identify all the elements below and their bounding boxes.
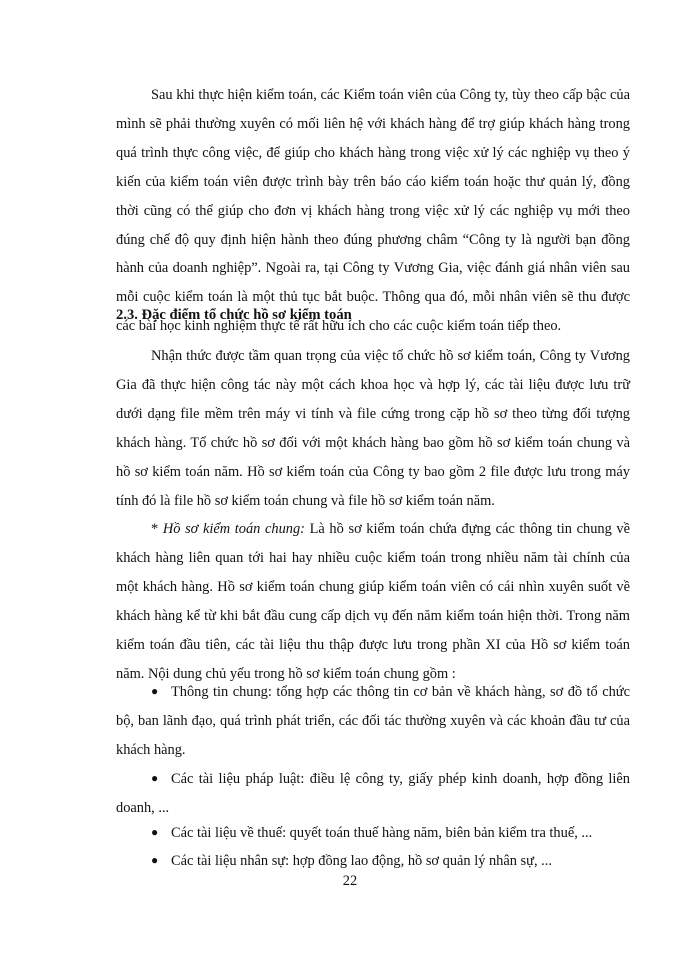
- list-item-text: Thông tin chung: tổng hợp các thông tin cơ bản về khách hàng, sơ đồ tổ chức bộ, ban lãnh đạo, quá trình phát triển, các đối tác thường xuyên và các khoản đầu tư của khách hàng.: [116, 684, 630, 758]
- section-heading-2-3: 2.3. Đặc điểm tổ chức hồ sơ kiểm toán: [116, 307, 352, 323]
- paragraph-audit-file-organization: Nhận thức được tầm quan trọng của việc tổ chức hồ sơ kiểm toán, Công ty Vương Gia đã thực hiện công tác này một cách khoa học và hợp lý, các tài liệu được lưu trữ dưới dạng file mềm trên máy vi tính và file cứng trong cặp hồ sơ theo từng đối tượng khách hàng. Tổ chức hồ sơ đối với một khách hàng bao gồm hồ sơ kiểm toán chung và hồ sơ kiểm toán năm. Hồ sơ kiểm toán của Công ty bao gồm 2 file được lưu trong máy tính đó là file hồ sơ kiểm toán chung và file hồ sơ kiểm toán năm.: [116, 348, 630, 509]
- list-item-text: Các tài liệu về thuế: quyết toán thuế hàng năm, biên bản kiểm tra thuế, ...: [171, 825, 593, 841]
- bullet-icon: ●: [151, 853, 159, 867]
- bullet-icon: ●: [151, 825, 159, 839]
- paragraph-post-audit-relations: Sau khi thực hiện kiểm toán, các Kiểm toán viên của Công ty, tùy theo cấp bậc của mình sẽ phải thường xuyên có mối liên hệ với khách hàng để trợ giúp khách hàng trong quá trình thực công việc, để giúp cho khách hàng trong việc xử lý các nghiệp vụ theo ý kiến của kiểm toán viên được trình bày trên báo cáo kiểm toán hoặc thư quản lý, đồng thời cũng có thể giúp cho đơn vị khách hàng trong việc xử lý các nghiệp vụ mới theo đúng chế độ quy định hiện hành theo đúng phương châm “Công ty là người bạn đồng hành của doanh nghiệp”. Ngoài ra, tại Công ty Vương Gia, việc đánh giá nhân viên sau mỗi cuộc kiểm toán là một thủ tục bắt buộc. Thông qua đó, mỗi nhân viên sẽ thu được các bài học kinh nghiệm thực tế rất hữu ích cho các cuộc kiểm toán tiếp theo.: [116, 87, 630, 335]
- general-audit-file-description: Là hồ sơ kiểm toán chứa đựng các thông tin chung về khách hàng liên quan tới hai hay nhiều cuộc kiểm toán trong nhiều năm tài chính của một khách hàng. Hồ sơ kiểm toán chung giúp kiểm toán viên có cái nhìn xuyên suốt về khách hàng kể từ khi bắt đầu cung cấp dịch vụ đến năm kiểm toán hiện thời. Trong năm kiểm toán đầu tiên, các tài liệu thu thập được lưu trong phần XI của Hồ sơ kiểm toán năm. Nội dung chủ yếu trong hồ sơ kiểm toán chung gồm :: [116, 521, 630, 682]
- general-audit-file-label-text: Hồ sơ kiểm toán chung:: [162, 521, 305, 537]
- list-item-text: Các tài liệu pháp luật: điều lệ công ty, giấy phép kinh doanh, hợp đồng liên doanh, ...: [116, 771, 630, 816]
- paragraph-general-audit-file: [116, 515, 630, 688]
- asterisk-marker: *: [151, 521, 163, 537]
- list-item: [116, 677, 630, 765]
- page-number: 22: [342, 873, 358, 889]
- bullet-icon: ●: [151, 684, 159, 698]
- list-item: [116, 818, 630, 848]
- general-audit-file-label: [151, 521, 305, 537]
- bullet-icon: ●: [151, 771, 159, 785]
- list-item-text: Các tài liệu nhân sự: hợp đồng lao động, hồ sơ quản lý nhân sự, ...: [171, 853, 552, 869]
- list-item: [116, 764, 630, 823]
